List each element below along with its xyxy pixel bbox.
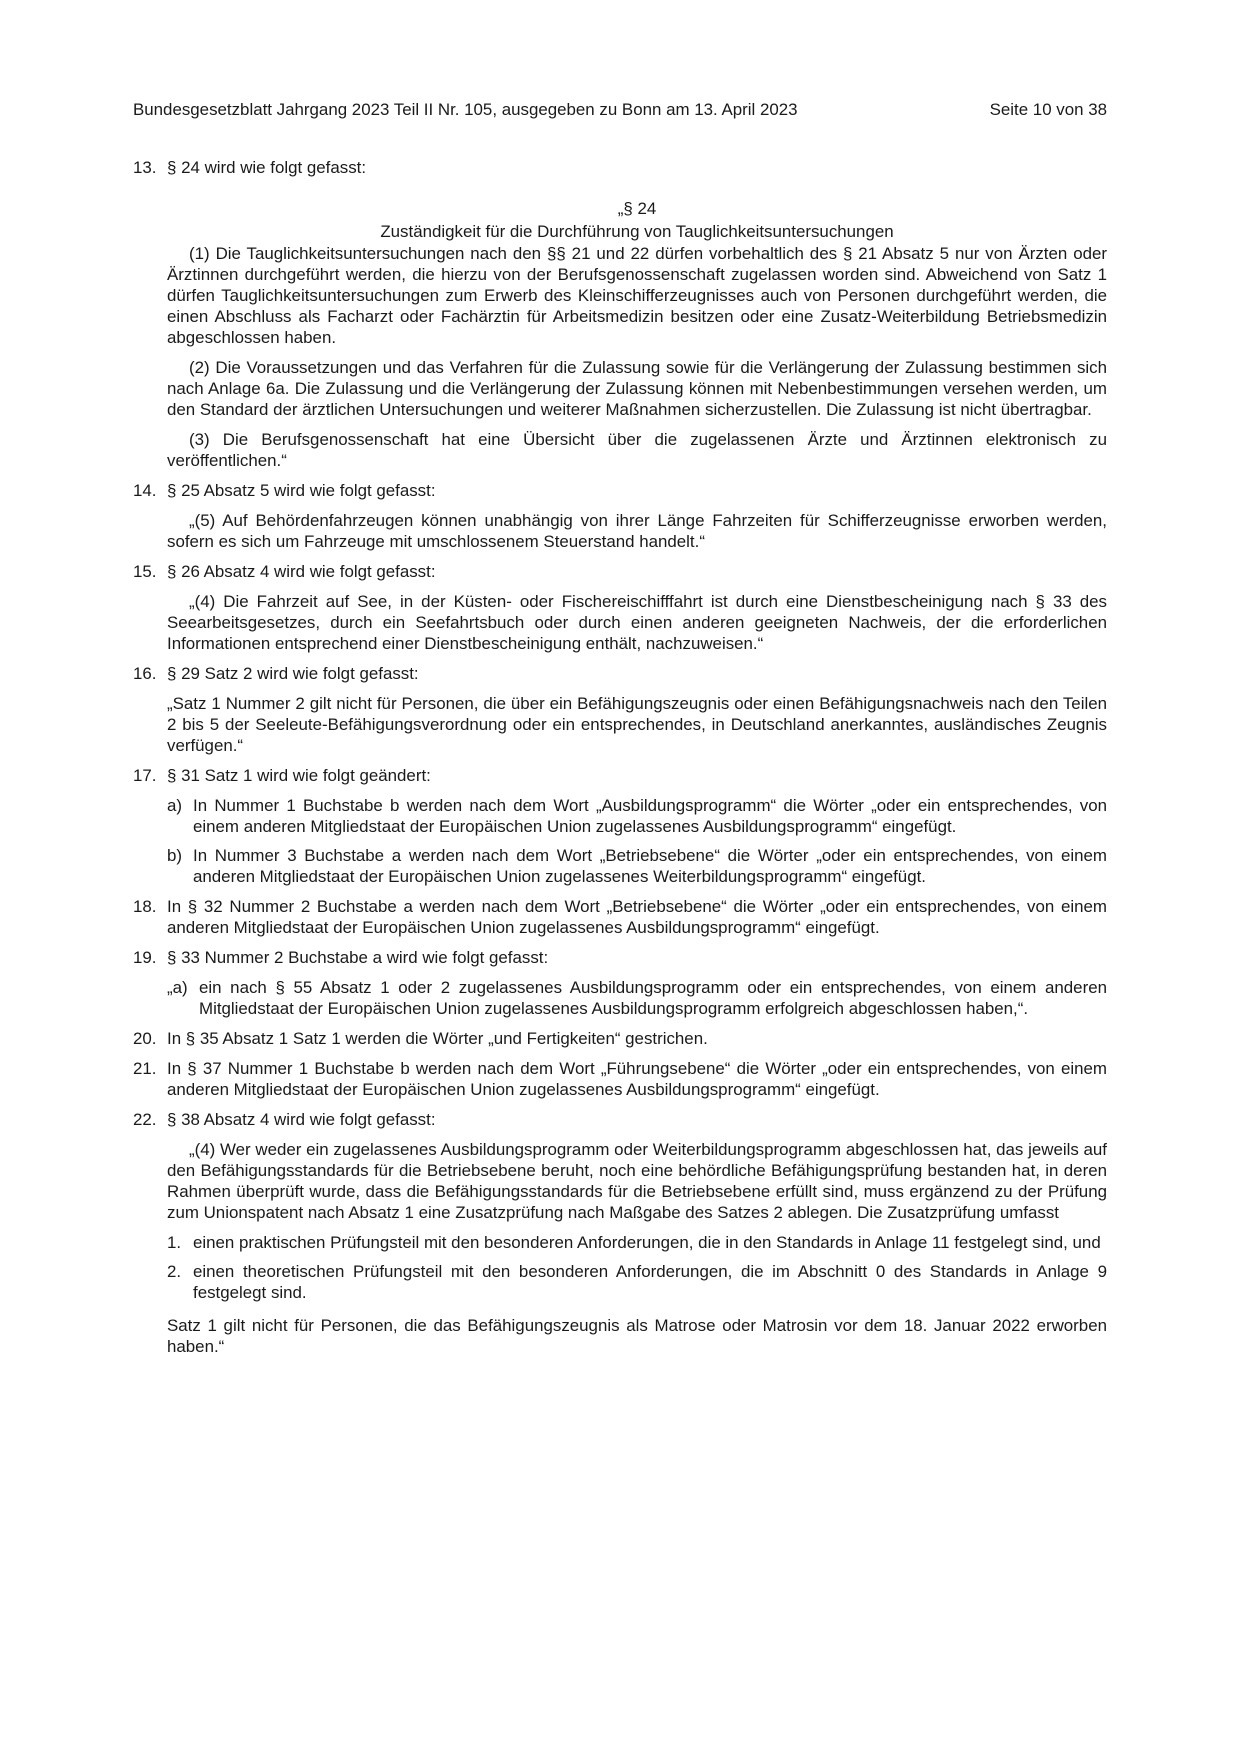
item-text: In § 32 Nummer 2 Buchstabe a werden nach dem Wort „Betriebsebene“ die Wörter „oder ein entsprechendes, von einem anderen Mitgliedstaat der Europäischen Union zugelassenes Ausbildungsprogramm“ eingefügt. — [167, 897, 1107, 937]
page-header — [133, 99, 1107, 123]
numbered-sub-item-1 — [167, 1232, 1107, 1253]
item-number: 13. — [133, 158, 157, 177]
header-title: Bundesgesetzblatt Jahrgang 2023 Teil II Nr. 105, ausgegeben zu Bonn am 13. April 2023 — [133, 100, 798, 119]
sub-item-text: ein nach § 55 Absatz 1 oder 2 zugelassenes Ausbildungsprogramm oder ein entsprechendes, von einem anderen Mitgliedstaat der Europäischen Union zugelassenes Ausbildungsprogramm erfolgreich abgeschlossen haben,“. — [199, 978, 1107, 1018]
item-text: „Satz 1 Nummer 2 gilt nicht für Personen, die über ein Befähigungszeugnis oder einen Befähigungsnachweis nach den Teilen 2 bis 5 der Seeleute-Befähigungsverordnung oder ein entsprechendes, in Deutschland anerkanntes, ausländisches Zeugnis verfügen.“ — [167, 694, 1107, 755]
numbered-sub-item-2 — [167, 1261, 1107, 1303]
amendment-item-18 — [133, 896, 1107, 938]
section-number: „§ 24 — [617, 199, 657, 218]
item-intro: § 38 Absatz 4 wird wie folgt gefasst: — [167, 1110, 436, 1129]
closing-sentence: Satz 1 gilt nicht für Personen, die das Befähigungszeugnis als Matrose oder Matrosin vor dem 18. Januar 2022 erworben haben.“ — [167, 1316, 1107, 1356]
item-number: 16. — [133, 664, 157, 683]
item-number: 20. — [133, 1029, 157, 1048]
item-number: 22. — [133, 1110, 157, 1129]
item-number: 15. — [133, 562, 157, 581]
page-number: Seite 10 von 38 — [989, 100, 1107, 119]
item-number: 17. — [133, 766, 157, 785]
item-intro: § 24 wird wie folgt gefasst: — [167, 158, 367, 177]
sub-item-text: In Nummer 3 Buchstabe a werden nach dem Wort „Betriebsebene“ die Wörter „oder ein entsprechendes, von einem anderen Mitgliedstaat der Europäischen Union zugelassenes Weiterbildungsprogramm“ eingefügt. — [193, 846, 1107, 886]
item-number: 19. — [133, 948, 157, 967]
item-number: 14. — [133, 481, 157, 500]
item-text: „(4) Die Fahrzeit auf See, in der Küsten- oder Fischereischifffahrt ist durch eine Dienstbescheinigung nach § 33 des Seearbeitsgesetzes, durch ein Seefahrtsbuch oder durch einen anderen geeigneten Nachweis, der die erforderlichen Informationen entsprechend einer Dienstbescheinigung enthält, nachzuweisen.“ — [167, 592, 1107, 653]
sub-item-label: b) — [167, 846, 183, 865]
amendment-item-15 — [133, 561, 1107, 654]
amendment-item-22 — [133, 1109, 1107, 1357]
item-text: „(4) Wer weder ein zugelassenes Ausbildungsprogramm oder Weiterbildungsprogramm abgeschlossen hat, das jeweils auf den Befähigungsstandards für die Betriebsebene beruht, noch eine behördliche Befähigungsprüfung bestanden hat, in deren Rahmen überprüft wurde, dass die Befähigungsstandards für die Betriebsebene erfüllt sind, muss ergänzend zu der Prüfung zum Unionspatent nach Absatz 1 eine Zusatzprüfung nach Maßgabe des Satzes 2 ablegen. Die Zusatzprüfung umfasst — [167, 1140, 1107, 1222]
item-intro: § 33 Nummer 2 Buchstabe a wird wie folgt gefasst: — [167, 948, 549, 967]
amendment-item-17 — [133, 765, 1107, 887]
section-title: Zuständigkeit für die Durchführung von Tauglichkeitsuntersuchungen — [380, 222, 894, 241]
section-paragraph-3: (3) Die Berufsgenossenschaft hat eine Übersicht über die zugelassenen Ärzte und Ärztinnen elektronisch zu veröffentlichen.“ — [167, 430, 1107, 470]
item-text: In § 35 Absatz 1 Satz 1 werden die Wörter „und Fertigkeiten“ gestrichen. — [167, 1029, 708, 1048]
item-text: „(5) Auf Behördenfahrzeugen können unabhängig von ihrer Länge Fahrzeiten für Schifferzeugnisse erworben werden, sofern es sich um Fahrzeuge mit umschlossenem Steuerstand handelt.“ — [167, 511, 1107, 551]
item-intro: § 31 Satz 1 wird wie folgt geändert: — [167, 766, 431, 785]
sub-item-label: „a) — [167, 978, 188, 997]
item-text: In § 37 Nummer 1 Buchstabe b werden nach dem Wort „Führungsebene“ die Wörter „oder ein entsprechendes, von einem anderen Mitgliedstaat der Europäischen Union zugelassenes Ausbildungsprogramm“ eingefügt. — [167, 1059, 1107, 1099]
sub-item-b — [167, 845, 1107, 887]
amendment-item-21 — [133, 1058, 1107, 1100]
item-intro: § 25 Absatz 5 wird wie folgt gefasst: — [167, 481, 436, 500]
item-intro: § 29 Satz 2 wird wie folgt gefasst: — [167, 664, 419, 683]
amendment-item-16 — [133, 663, 1107, 756]
amendment-item-19 — [133, 947, 1107, 1019]
sub-item-text: einen praktischen Prüfungsteil mit den besonderen Anforderungen, die in den Standards in Anlage 11 festgelegt sind, und — [193, 1233, 1101, 1252]
amendment-item-14 — [133, 480, 1107, 552]
section-paragraph-1: (1) Die Tauglichkeitsuntersuchungen nach den §§ 21 und 22 dürfen vorbehaltlich des § 21 Absatz 5 nur von Ärzten oder Ärztinnen durchgeführt werden, die hierzu von der Berufsgenossenschaft zugelassen worden sind. Abweichend von Satz 1 dürfen Tauglichkeitsuntersuchungen zum Erwerb des Kleinschifferzeugnisses auch von Personen durchgeführt werden, die einen Abschluss als Facharzt oder Fachärztin für Arbeitsmedizin besitzen oder eine Zusatz-Weiterbildung Betriebsmedizin abgeschlossen haben. — [167, 244, 1107, 347]
sub-item-text: einen theoretischen Prüfungsteil mit den besonderen Anforderungen, die im Abschnitt 0 des Standards in Anlage 9 festgelegt sind. — [193, 1262, 1107, 1302]
sub-item-a — [167, 977, 1107, 1019]
document-body — [133, 157, 1107, 1366]
sub-item-a — [167, 795, 1107, 837]
sub-item-label: a) — [167, 796, 183, 815]
sub-item-label: 2. — [167, 1262, 182, 1281]
sub-item-text: In Nummer 1 Buchstabe b werden nach dem Wort „Ausbildungsprogramm“ die Wörter „oder ein entsprechendes, von einem anderen Mitgliedstaat der Europäischen Union zugelassenes Ausbildungsprogramm“ eingefügt. — [193, 796, 1107, 836]
section-paragraph-2: (2) Die Voraussetzungen und das Verfahren für die Zulassung sowie für die Verlängerung der Zulassung bestimmen sich nach Anlage 6a. Die Zulassung und die Verlängerung der Zulassung können mit Nebenbestimmungen versehen werden, um den Standard der ärztlichen Untersuchungen und weiterer Maßnahmen sicherzustellen. Die Zulassung ist nicht übertragbar. — [167, 358, 1107, 419]
amendment-item-20 — [133, 1028, 1107, 1049]
sub-item-label: 1. — [167, 1233, 182, 1252]
item-intro: § 26 Absatz 4 wird wie folgt gefasst: — [167, 562, 436, 581]
item-number: 21. — [133, 1059, 157, 1078]
item-number: 18. — [133, 897, 157, 916]
amendment-item-13 — [133, 157, 1107, 471]
